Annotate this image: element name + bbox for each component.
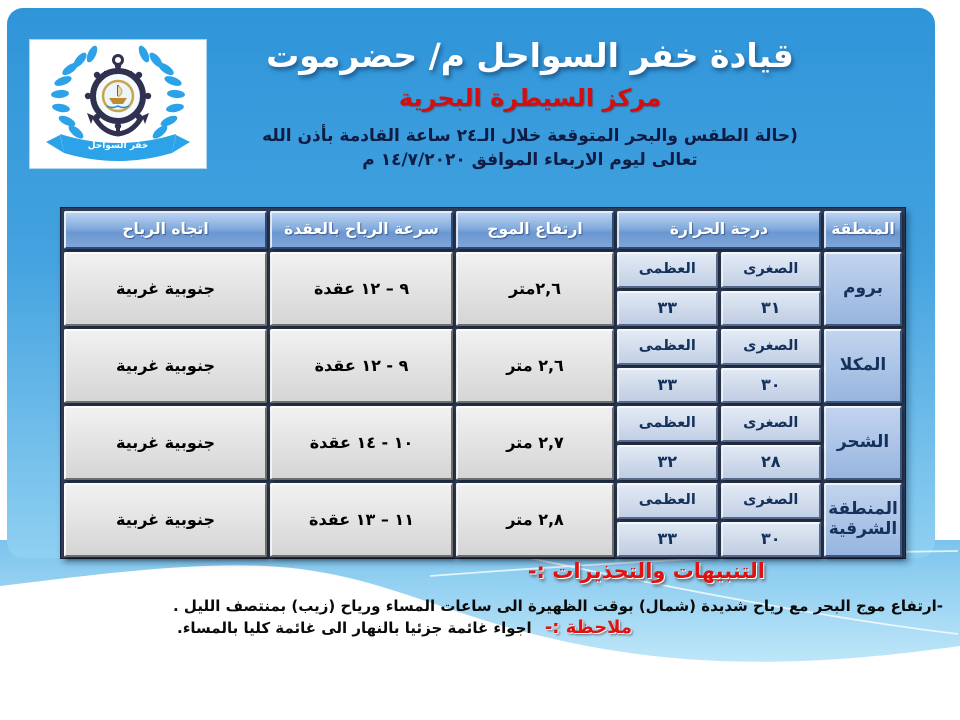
wind-direction-value: جنوبية غربية — [64, 483, 267, 557]
region-name: بروم — [824, 252, 902, 326]
temp-min-label: الصغرى — [721, 329, 822, 365]
header — [140, 36, 920, 173]
note-line — [177, 617, 632, 638]
temperature-subgrid — [617, 483, 821, 557]
temp-max-label: العظمى — [617, 483, 718, 519]
temperature-subgrid — [617, 406, 821, 480]
col-header-temperature: درجة الحرارة — [617, 211, 821, 249]
forecast-intro-line2: تعالى ليوم الاربعاء الموافق ١٤/٧/٢٠٢٠ م — [362, 149, 698, 170]
temp-min-label: الصغرى — [721, 483, 822, 519]
wind-direction-value: جنوبية غربية — [64, 329, 267, 403]
table-row-eastern-region — [64, 483, 902, 557]
region-name: المكلا — [824, 329, 902, 403]
temp-min-label: الصغرى — [721, 406, 822, 442]
region-name: المنطقة الشرقية — [824, 483, 902, 557]
wave-height-value: ٢,٨ متر — [456, 483, 614, 557]
wind-speed-value: ٩ – ١٢ عقدة — [270, 252, 453, 326]
temp-min-value: ٣١ — [721, 291, 822, 327]
table-row-buroum — [64, 252, 902, 326]
table-header-row — [64, 211, 902, 249]
col-header-region: المنطقة — [824, 211, 902, 249]
wind-speed-value: ٩ - ١٢ عقدة — [270, 329, 453, 403]
page-subtitle: مركز السيطرة البحرية — [398, 84, 662, 112]
col-header-wind-speed: سرعة الرياح بالعقدة — [270, 211, 453, 249]
temp-min-label: الصغرى — [721, 252, 822, 288]
note-text: اجواء غائمة جزئيا بالنهار الى غائمة كليا بالمساء. — [177, 619, 532, 637]
warning-line: -ارتفاع موج البحر مع رياح شديدة (شمال) بوقت الظهيرة الى ساعات المساء ورياح (زيب) بمنتصف الليل . — [173, 597, 943, 615]
wind-direction-value: جنوبية غربية — [64, 252, 267, 326]
temp-max-value: ٣٣ — [617, 368, 718, 404]
table-row-mukalla — [64, 329, 902, 403]
wind-speed-value: ١١ – ١٣ عقدة — [270, 483, 453, 557]
temp-max-label: العظمى — [617, 329, 718, 365]
forecast-table — [60, 207, 906, 559]
banner-text: خفر السواحل — [87, 141, 149, 151]
page-title: قيادة خفر السواحل م/ حضرموت — [266, 36, 794, 75]
forecast-intro — [140, 125, 920, 173]
col-header-wave-height: ارتفاع الموج — [456, 211, 614, 249]
temperature-subgrid — [617, 329, 821, 403]
wave-height-value: ٢,٦متر — [456, 252, 614, 326]
col-header-wind-direction: اتجاه الرياح — [64, 211, 267, 249]
region-name: الشحر — [824, 406, 902, 480]
forecast-intro-line1: (حالة الطقس والبحر المتوقعة خلال الـ٢٤ ساعة القادمة بأذن الله — [262, 126, 798, 146]
temp-min-value: ٣٠ — [721, 368, 822, 404]
wind-speed-value: ١٠ - ١٤ عقدة — [270, 406, 453, 480]
note-label: ملاحظة :- — [544, 617, 632, 638]
temp-max-value: ٣٣ — [617, 522, 718, 558]
wave-height-value: ٢,٧ متر — [456, 406, 614, 480]
temp-max-value: ٣٢ — [617, 445, 718, 481]
temp-min-value: ٣٠ — [721, 522, 822, 558]
wave-height-value: ٢,٦ متر — [456, 329, 614, 403]
table-row-shihr — [64, 406, 902, 480]
wind-direction-value: جنوبية غربية — [64, 406, 267, 480]
warnings-title: التنبيهات والتحذيرات :- — [527, 559, 765, 583]
temp-max-label: العظمى — [617, 406, 718, 442]
temp-min-value: ٢٨ — [721, 445, 822, 481]
temp-max-value: ٣٣ — [617, 291, 718, 327]
temp-max-label: العظمى — [617, 252, 718, 288]
temperature-subgrid — [617, 252, 821, 326]
